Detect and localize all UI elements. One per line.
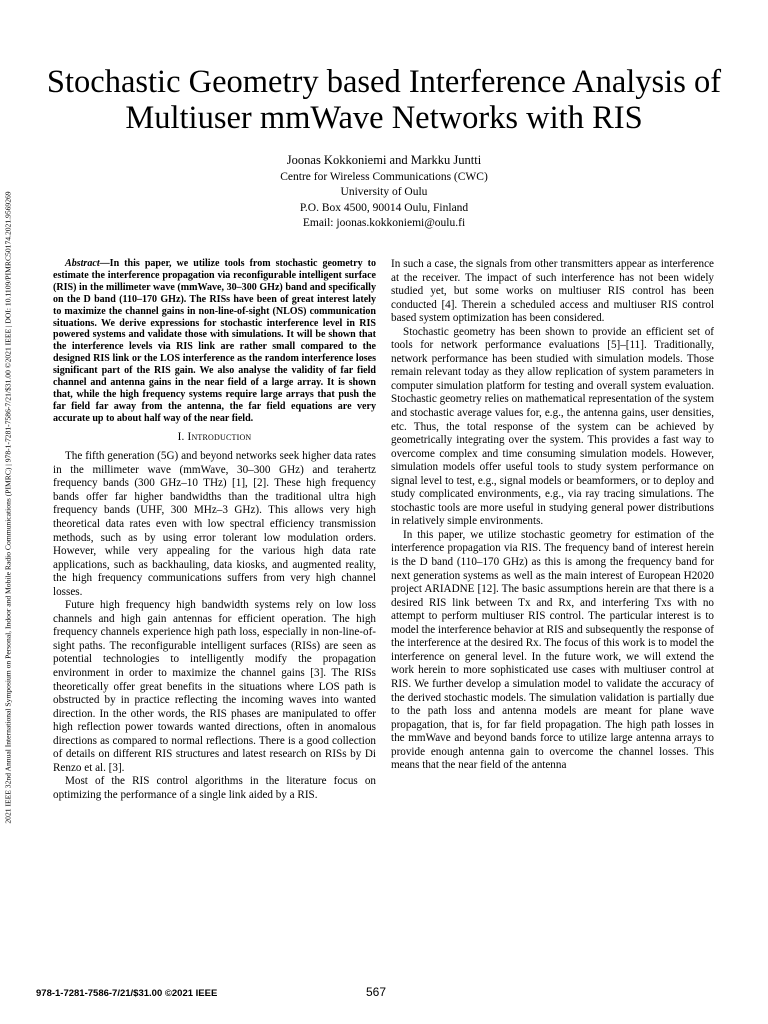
- title-line-2: Multiuser mmWave Networks with RIS: [125, 100, 643, 136]
- abstract-label: Abstract: [65, 258, 100, 269]
- side-note-text: 2021 IEEE 32nd Annual International Symposium on Personal, Indoor and Mobile Radio Communications (PIMRC) | 978-1-7281-7586-7/21/$31.00 ©2021 IEEE | DOI: 10.1109/PIMRC50174.2021.9569269: [3, 190, 13, 824]
- paper-title: [40, 64, 728, 136]
- author-block: [0, 153, 768, 232]
- page-number: 567: [366, 985, 387, 999]
- email: Email: joonas.kokkoniemi@oulu.fi: [302, 217, 466, 230]
- postal-address: P.O. Box 4500, 90014 Oulu, Finland: [299, 201, 469, 214]
- paragraph: Stochastic geometry has been shown to provide an efficient set of tools for network performance evaluations [5]–[11]. Traditionally, network performance has been studied with simulation models. Those remain relevant today as they allow replication of system parameters in computer simulation platform for testing and overall system evaluation. Stochastic geometry relies on mathematical representation of the system and stochastic average values for, e.g., the antenna gains, user densities, etc. Thus, the total response of the system can be achieved by geometrically integrating over the system. This provides a fast way to overcome complex and time consuming simulation models. However, simulation models offer useful tools to study system performance on signal level to test, e.g., signal models or beamformers, or to deploy and study complicated environments, e.g., via ray tracing simulations. The stochastic tools are more useful in studying general power distributions in relatively simple environments.: [391, 325, 714, 528]
- section-number: I.: [177, 430, 185, 443]
- paragraph: Most of the RIS control algorithms in the literature focus on optimizing the performance of a single link aided by a RIS.: [53, 775, 376, 801]
- right-column: [391, 258, 714, 773]
- abstract-text: —In this paper, we utilize tools from stochastic geometry to estimate the interference propagation via reconfigurable intelligent surface (RIS) in the millimeter wave (mmWave, 30–300 GHz) band and specifically on the D band (110–170 GHz). The RISs have been of great interest lately to maximize the channel gains in non-line-of-sight (NLOS) communication situations. We derive expressions for stochastic interference level in RIS powered systems and validate those with simulations. It will be shown that the interference levels via RIS link are rather small compared to the designed RIS link or the LOS interference as the random interference loses significant part of the RIS gain. We also analyse the validity of far field channel and antenna gains in the near field of a large array. It is shown that, while the high frequency systems require large arrays that push the far field far away from the antenna, the far field equations are very accurate up to about half way of the near field.: [53, 258, 376, 424]
- title-line-1: Stochastic Geometry based Interference Analysis of: [46, 64, 722, 100]
- paragraph: In such a case, the signals from other transmitters appear as interference at the receiver. The impact of such interference has not been widely studied yet, but some works on multiuser RIS control has been conducted [4]. Therein a scheduled access and multiuser RIS control based system optimization has been considered.: [391, 258, 714, 325]
- paragraph: In this paper, we utilize stochastic geometry for estimation of the interference propagation via RIS. The frequency band of interest herein is the D band (110–170 GHz) as this is among the frequency band for next generation systems as well as the main interest of European H2020 project ARIADNE [12]. The basic assumptions herein are that there is a desired RIS link between Tx and Rx, and interfering Txs with no attempt to perform multiuser RIS control. The particular interest is to model the interference behavior at RIS and subsequently the response of the interference at the desired Rx. The focus of this work is to model the interference on general level. In the future work, we will extend the work herein to more sophisticated use cases with multiuser control at RIS. We further develop a simulation model to validate the accuracy of the derived stochastic models. The simulation validation is partially due to the path loss and antenna models are meant for plane wave propagation, that is, for far field propagation. The high path losses in the mmWave and beyond bands force to utilize large antenna arrays to provide enough antenna gain to overcome the channel losses. This means that the near field of the antenna: [391, 528, 714, 772]
- paragraph: The fifth generation (5G) and beyond networks seek higher data rates in the millimeter wave (mmWave, 30–300 GHz) and terahertz frequency bands (300 GHz–10 THz) [1], [2]. These high frequency bands offer far higher bandwidths than the traditional ultra high frequency bands (UHF, 300 MHz–3 GHz). This allows very high theoretical data rates even with low spectral efficiency transmission methods, such as by using error tolerant low modulation orders. However, while very appealing for the various high data rate applications, such as backhauling, data kiosks, and augmented reality, the high frequency communications suffers from very high channel losses.: [53, 450, 376, 598]
- affiliation: Centre for Wireless Communications (CWC): [280, 170, 488, 183]
- abstract: [53, 258, 376, 425]
- footer-isbn: 978-1-7281-7586-7/21/$31.00 ©2021 IEEE: [36, 988, 218, 999]
- left-column: [53, 258, 376, 802]
- author-names: Joonas Kokkoniemi and Markku Juntti: [286, 153, 482, 167]
- section-heading: [53, 431, 376, 445]
- university: University of Oulu: [340, 186, 428, 199]
- section-title: Introduction: [187, 430, 252, 443]
- paragraph: Future high frequency high bandwidth systems rely on low loss channels and high gain antennas for efficient operation. The high frequency channels experience high path loss, especially in non-line-of-sight paths. The reconfigurable intelligent surfaces (RISs) are seen as potential technologies to intelligently modify the propagation environment in order to maximize the channel gains [3]. The RISs theoretically offer great benefits in the situations where LOS path is obstructed by in practice reflecting the incoming waves into wanted direction. In the other words, the RIS phases are manipulated to offer high reflection power towards wanted directions, often in anomalous directions as compared to normal reflections. There is a good collection of details on different RIS structures and latest research on RISs by Di Renzo et al. [3].: [53, 599, 376, 774]
